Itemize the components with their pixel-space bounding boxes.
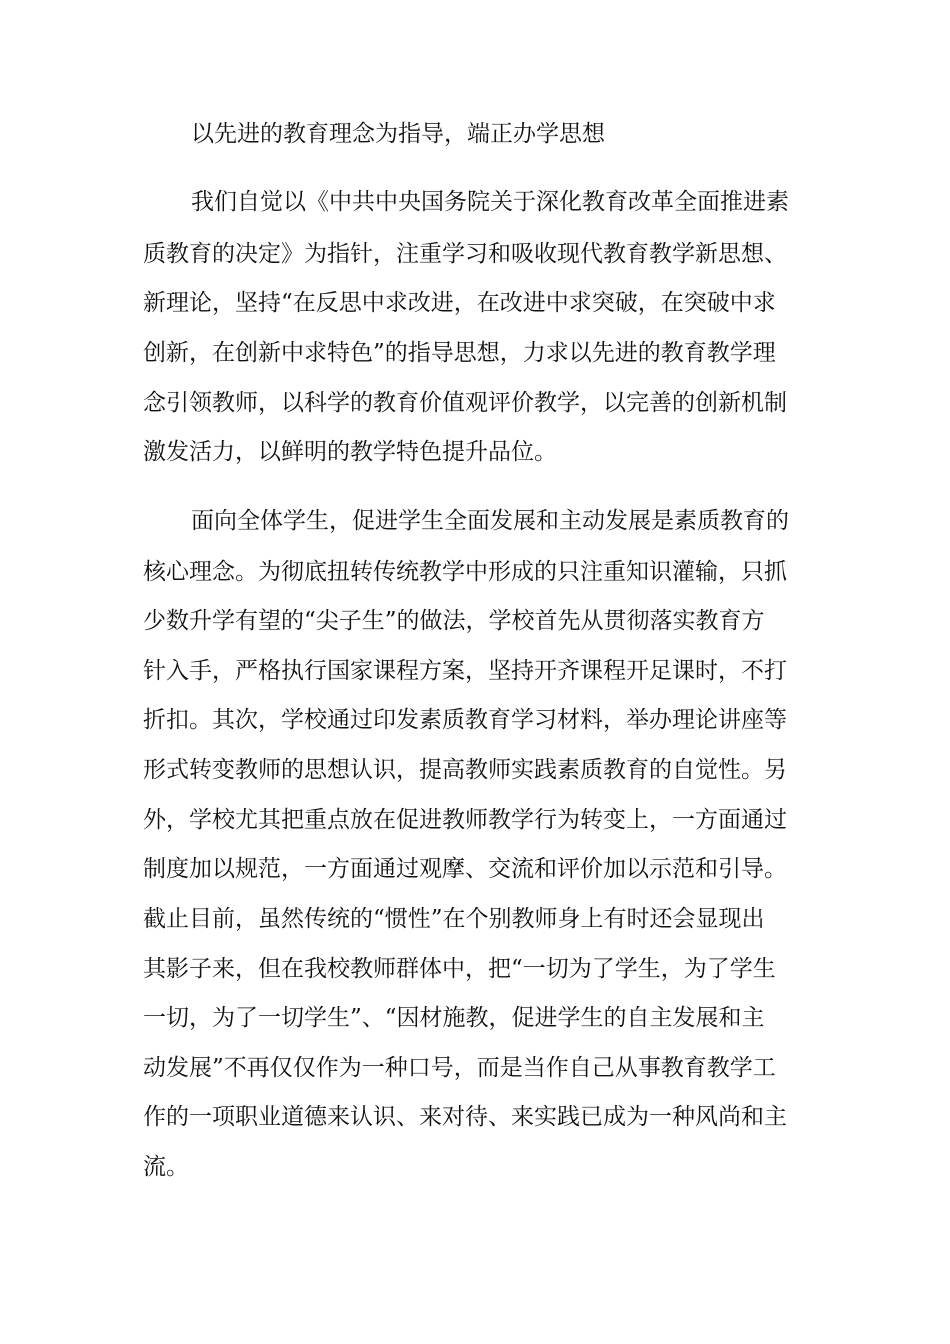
- paragraph-line: 折扣。其次，学校通过印发素质教育学习材料，举办理论讲座等: [143, 707, 787, 733]
- section-heading: 以先进的教育理念为指导，端正办学思想: [191, 121, 605, 147]
- paragraph-line: 激发活力，以鲜明的教学特色提升品位。: [143, 439, 557, 465]
- paragraph-line: 流。: [143, 1154, 189, 1180]
- paragraph-line: 核心理念。为彻底扭转传统教学中形成的只注重知识灌输，只抓: [143, 559, 787, 585]
- paragraph-line: 形式转变教师的思想认识，提高教师实践素质教育的自觉性。另: [143, 757, 787, 783]
- paragraph-line: 动发展”不再仅仅作为一种口号，而是当作自己从事教育教学工: [143, 1055, 776, 1081]
- paragraph-line: 外，学校尤其把重点放在促进教师教学行为转变上，一方面通过: [143, 807, 787, 833]
- paragraph-line: 截止目前，虽然传统的“惯性”在个别教师身上有时还会显现出: [143, 906, 765, 932]
- paragraph-line: 面向全体学生，促进学生全面发展和主动发展是素质教育的: [191, 508, 789, 534]
- paragraph-line: 新理论，坚持“在反思中求改进，在改进中求突破，在突破中求: [143, 290, 776, 316]
- paragraph-line: 针入手，严格执行国家课程方案，坚持开齐课程开足课时，不打: [143, 658, 787, 684]
- paragraph-line: 我们自觉以《中共中央国务院关于深化教育改革全面推进素: [191, 189, 789, 215]
- paragraph-line: 质教育的决定》为指针，注重学习和吸收现代教育教学新思想、: [143, 241, 787, 267]
- paragraph-line: 其影子来，但在我校教师群体中，把“一切为了学生，为了学生: [143, 956, 776, 982]
- paragraph-line: 创新，在创新中求特色”的指导思想，力求以先进的教育教学理: [143, 340, 776, 366]
- paragraph-line: 制度加以规范，一方面通过观摩、交流和评价加以示范和引导。: [143, 856, 787, 882]
- paragraph-line: 一切，为了一切学生”、“因材施教，促进学生的自主发展和主: [143, 1005, 765, 1031]
- paragraph-line: 作的一项职业道德来认识、来对待、来实践已成为一种风尚和主: [143, 1104, 787, 1130]
- paragraph-line: 少数升学有望的“尖子生”的做法，学校首先从贯彻落实教育方: [143, 608, 765, 634]
- paragraph-line: 念引领教师，以科学的教育价值观评价教学，以完善的创新机制: [143, 390, 787, 416]
